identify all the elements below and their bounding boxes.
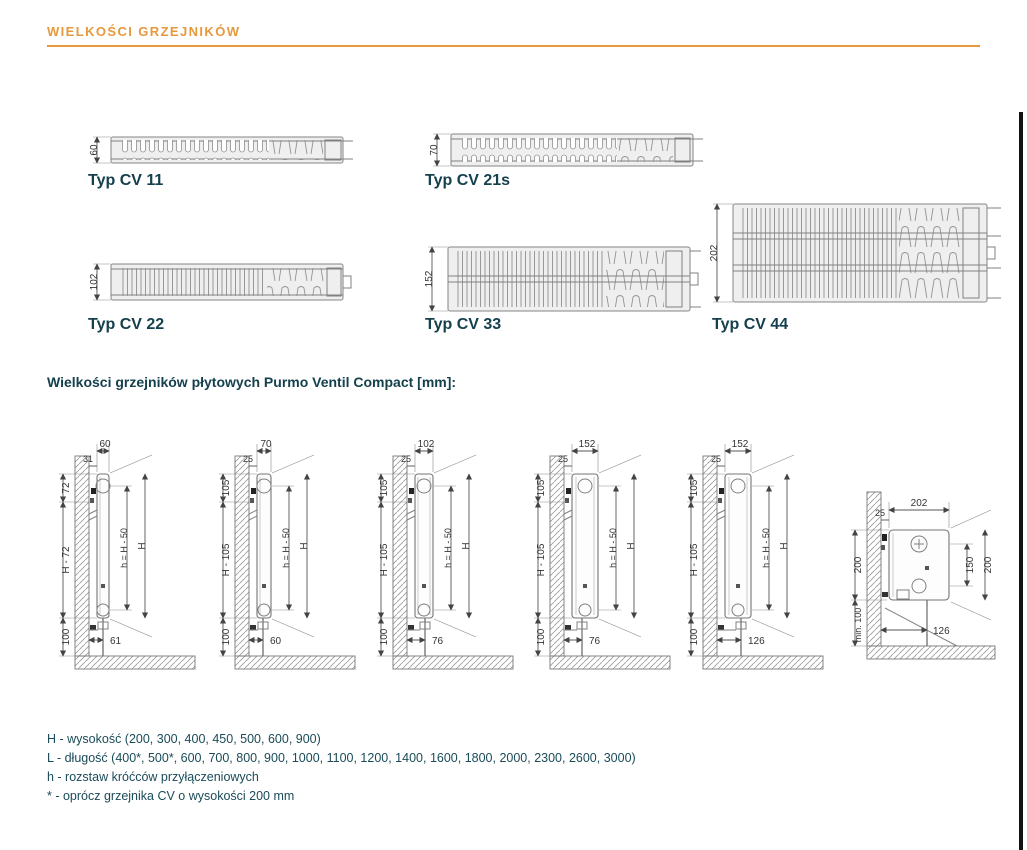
- legend-line-connections: h - rozstaw króćców przyłączeniowych: [47, 770, 259, 784]
- radiator-body: [448, 247, 701, 311]
- depth-dimension: [429, 134, 451, 166]
- dim-depth: 152: [578, 439, 596, 450]
- legend-block: [47, 730, 636, 806]
- dim-middle-span: H - 72: [61, 546, 72, 574]
- dim-depth: 60: [99, 439, 111, 450]
- cv44-top-view-drawing: [705, 197, 1005, 309]
- page-title: WIELKOŚCI GRZEJNIKÓW: [47, 24, 241, 39]
- type-label-cv33: Typ CV 33: [425, 316, 502, 333]
- side-view-cv11: [55, 428, 215, 690]
- depth-dimension: [709, 204, 733, 302]
- dim-top-offset: 105: [221, 479, 232, 497]
- dim-connection-formula: h = H - 50: [281, 528, 291, 568]
- dim-height: H: [137, 542, 148, 550]
- dim-height: H: [779, 542, 790, 550]
- dim-bottom-clearance: 100: [379, 628, 390, 646]
- side-view-cv44: [683, 428, 843, 690]
- type-label-cv11: Typ CV 11: [88, 172, 164, 189]
- side-view-cv22: [373, 428, 533, 690]
- dim-connection-formula: h = H - 50: [119, 528, 129, 568]
- radiator-panel: [564, 474, 598, 656]
- depth-dimension: [89, 137, 111, 163]
- dim-pipe-offset: 126: [748, 636, 765, 647]
- wall-and-floor: [75, 456, 195, 669]
- dim-depth: 102: [417, 439, 435, 450]
- dim-pipe-offset: 126: [933, 626, 950, 637]
- dim-depth: 70: [429, 144, 440, 156]
- dim-pipe-offset: 76: [589, 636, 601, 647]
- dim-middle-span: H - 105: [536, 543, 547, 577]
- dim-bottom-clearance: 100: [689, 628, 700, 646]
- dim-top-offset: 105: [379, 479, 390, 497]
- depth-dimension: [424, 247, 448, 311]
- cv22-top-view-drawing: [85, 257, 355, 307]
- dim-bottom-clearance: 100: [61, 628, 72, 646]
- dim-height: H: [299, 542, 310, 550]
- dim-pipe-offset: 76: [432, 636, 444, 647]
- radiator-panel: [717, 474, 751, 656]
- radiator-panel: [407, 474, 433, 656]
- dim-bottom-clearance: 100: [221, 628, 232, 646]
- dim-connection-formula: h = H - 50: [443, 528, 453, 568]
- dim-wall-gap: 25: [242, 454, 253, 464]
- radiator-body: [111, 137, 353, 163]
- wall-and-floor: [393, 456, 513, 669]
- dim-connection-formula: h = H - 50: [761, 528, 771, 568]
- dim-depth: 152: [731, 439, 749, 450]
- dim-connection-spacing: 150: [965, 556, 976, 574]
- dim-top-offset: 72: [61, 482, 72, 494]
- wall-and-floor: [235, 456, 355, 669]
- dim-depth: 60: [89, 144, 100, 156]
- type-label-cv21s: Typ CV 21s: [425, 172, 511, 189]
- depth-dimension: [89, 264, 111, 300]
- legend-line-height: H - wysokość (200, 300, 400, 450, 500, 600, 900): [47, 732, 321, 746]
- dim-pipe-offset: 60: [270, 636, 282, 647]
- dim-wall-gap: 25: [400, 454, 411, 464]
- dim-depth: 70: [260, 439, 272, 450]
- dim-height: H: [461, 542, 472, 550]
- dim-height-left: 200: [853, 556, 864, 574]
- dim-depth: 102: [89, 273, 100, 291]
- dim-depth: 202: [910, 498, 928, 509]
- section-heading: Wielkości grzejników płytowych Purmo Ventil Compact [mm]:: [47, 374, 457, 390]
- legend-line-length: L - długość (400*, 500*, 600, 700, 800, 900, 1000, 1100, 1200, 1400, 1600, 1800, 2000, 2300, 2600, 3000): [47, 751, 636, 765]
- dim-bottom-clearance: 100: [536, 628, 547, 646]
- dim-wall-gap: 25: [557, 454, 568, 464]
- dim-wall-gap: 25: [874, 508, 885, 518]
- type-label-cv44: Typ CV 44: [712, 316, 789, 333]
- side-view-cv44-h200: [845, 468, 1027, 683]
- side-view-cv33: [530, 428, 690, 690]
- cv33-top-view-drawing: [420, 240, 705, 318]
- dim-depth: 152: [424, 270, 435, 288]
- dim-height: H: [626, 542, 637, 550]
- dim-height-right: 200: [983, 556, 994, 574]
- dim-connection-formula: h = H - 50: [608, 528, 618, 568]
- dim-middle-span: H - 105: [689, 543, 700, 577]
- radiator-body: [111, 264, 351, 300]
- dim-floor-clearance: min. 100: [853, 607, 863, 643]
- dim-wall-gap: 25: [710, 454, 721, 464]
- dim-wall-gap: 31: [82, 454, 93, 464]
- title-rule: [47, 45, 980, 47]
- cv11-top-view-drawing: [85, 130, 355, 172]
- cv21s-top-view-drawing: [425, 127, 705, 173]
- radiator-body: [451, 134, 703, 166]
- dim-middle-span: H - 105: [221, 543, 232, 577]
- dim-depth: 202: [709, 244, 720, 262]
- legend-line-footnote: * - oprócz grzejnika CV o wysokości 200 mm: [47, 789, 295, 803]
- radiator-body: [733, 204, 1001, 302]
- dim-pipe-offset: 61: [110, 636, 122, 647]
- dim-top-offset: 105: [689, 479, 700, 497]
- type-label-cv22: Typ CV 22: [88, 316, 165, 333]
- dim-middle-span: H - 105: [379, 543, 390, 577]
- dim-top-offset: 105: [536, 479, 547, 497]
- side-view-cv21s: [215, 428, 375, 690]
- radiator-panel: [89, 474, 110, 656]
- radiator-panel: [249, 474, 271, 656]
